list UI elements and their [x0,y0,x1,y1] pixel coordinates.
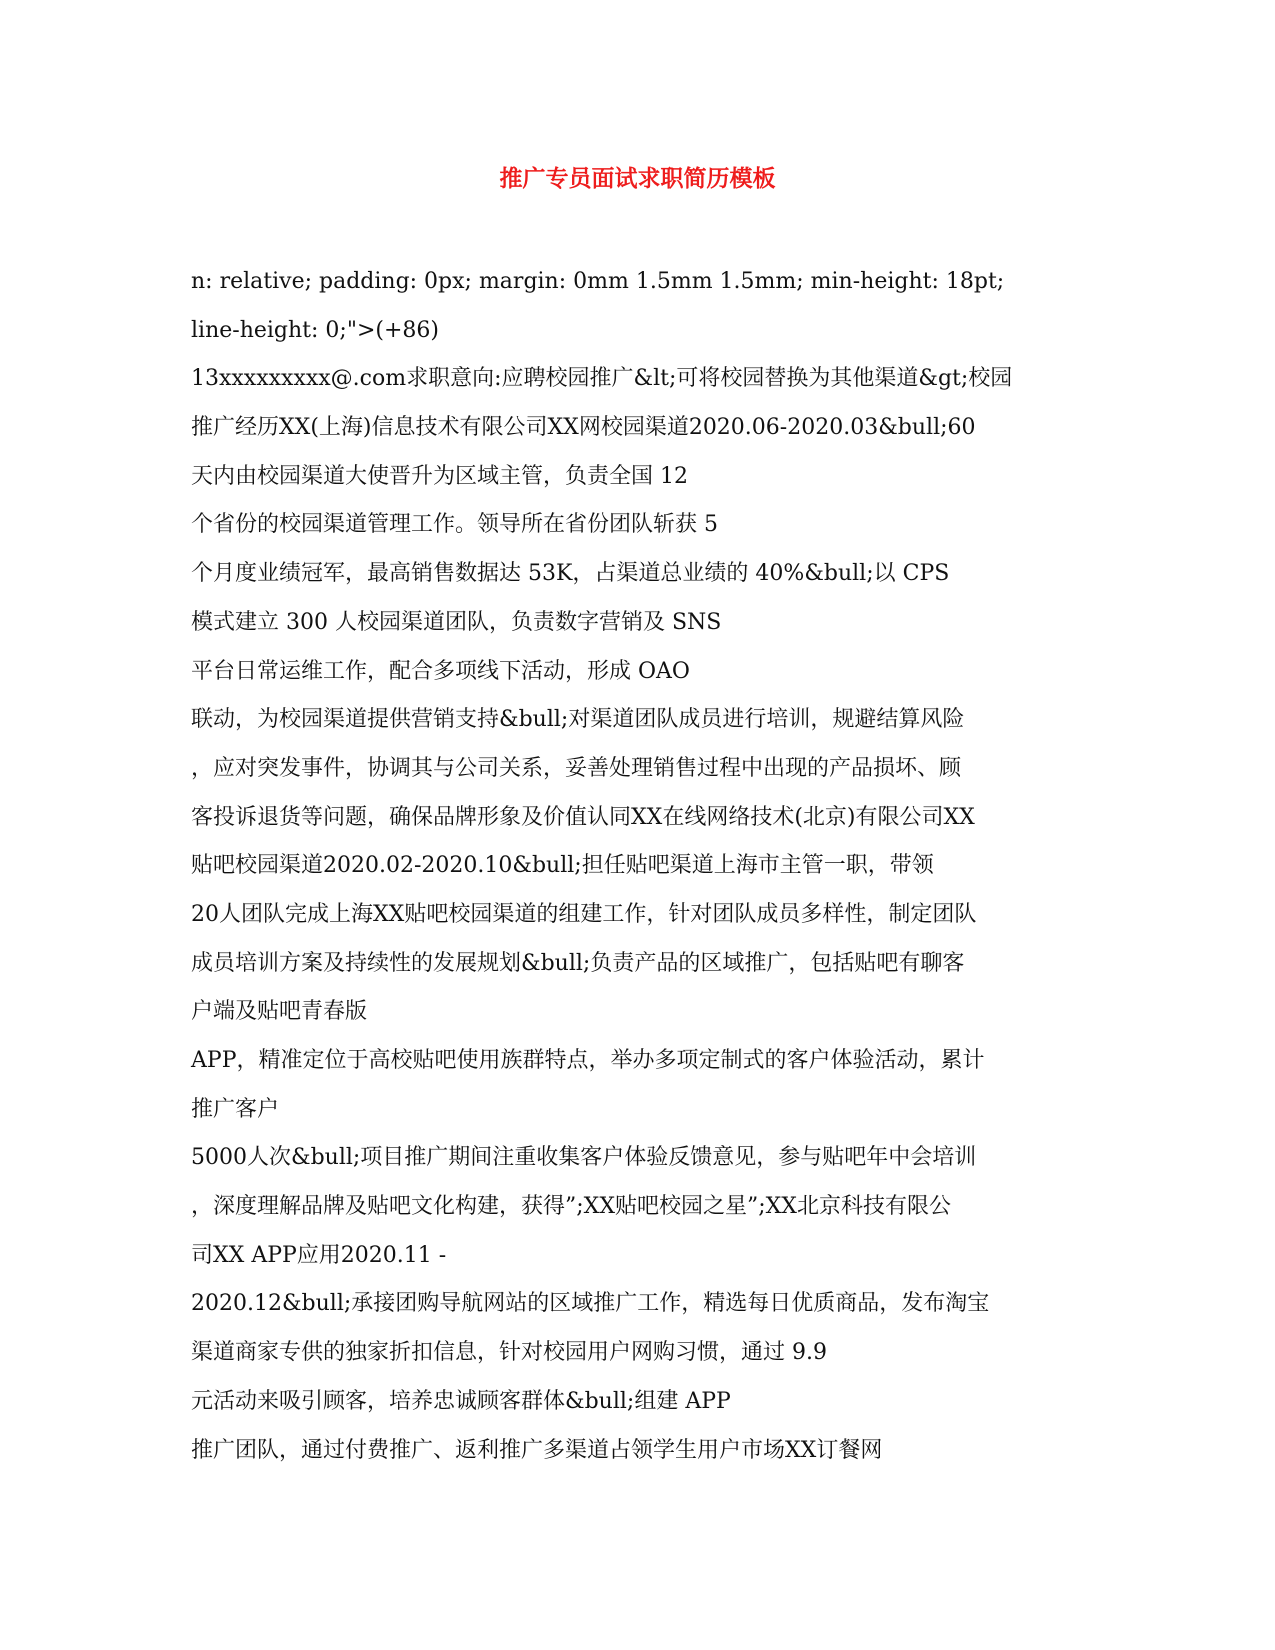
body-line: 司XX APP应用2020.11 - [191,1242,447,1268]
body-line: ，深度理解品牌及贴吧文化构建，获得”;XX贴吧校园之星”;XX北京科技有限公 [191,1194,951,1220]
body-line: 模式建立 300 人校园渠道团队，负责数字营销及 SNS [191,609,722,635]
body-line: 个省份的校园渠道管理工作。领导所在省份团队斩获 5 [191,512,718,538]
body-line: 个月度业绩冠军，最高销售数据达 53K，占渠道总业绩的 40%&bull;以 CPS [191,561,950,587]
body-line: 13xxxxxxxxx@.com求职意向:应聘校园推广&lt;可将校园替换为其他渠道&gt;校园 [191,366,1013,392]
body-line: n: relative; padding: 0px; margin: 0mm 1.5mm 1.5mm; min-height: 18pt; [191,269,1005,294]
body-line: 5000人次&bull;项目推广期间注重收集客户体验反馈意见，参与贴吧年中会培训 [191,1145,977,1171]
body-line: 渠道商家专供的独家折扣信息，针对校园用户网购习惯，通过 9.9 [191,1340,827,1366]
body-line: 推广团队，通过付费推广、返利推广多渠道占领学生用户市场XX订餐网 [191,1437,883,1463]
body-line: APP，精准定位于高校贴吧使用族群特点，举办多项定制式的客户体验活动，累计 [191,1048,985,1073]
body-line: 成员培训方案及持续性的发展规划&bull;负责产品的区域推广，包括贴吧有聊客 [191,950,965,976]
body-line: 客投诉退货等问题，确保品牌形象及价值认同XX在线网络技术(北京)有限公司XX [191,804,975,830]
body-line: 20人团队完成上海XX贴吧校园渠道的组建工作，针对团队成员多样性，制定团队 [191,901,977,927]
document-title: 推广专员面试求职简历模板 [499,165,776,192]
body-line: 平台日常运维工作，配合多项线下活动，形成 OAO [191,658,690,684]
body-line: line-height: 0;">(+86) [191,317,439,343]
body-line: 推广客户 [191,1096,280,1122]
body-line: 户端及贴吧青春版 [191,999,368,1025]
body-line: 推广经历XX(上海)信息技术有限公司XX网校园渠道2020.06-2020.03&bull;60 [191,415,976,441]
body-line: 贴吧校园渠道2020.02-2020.10&bull;担任贴吧渠道上海市主管一职，带领 [191,853,934,879]
body-line: 元活动来吸引顾客，培养忠诚顾客群体&bull;组建 APP [191,1388,731,1414]
document-body [191,262,1091,1479]
body-line: 天内由校园渠道大使晋升为区域主管，负责全国 12 [191,463,688,489]
body-line: 2020.12&bull;承接团购导航网站的区域推广工作，精选每日优质商品，发布淘宝 [191,1291,990,1317]
body-line: ，应对突发事件，协调其与公司关系，妥善处理销售过程中出现的产品损坏、顾 [191,755,962,781]
body-line: 联动，为校园渠道提供营销支持&bull;对渠道团队成员进行培训，规避结算风险 [191,707,965,733]
